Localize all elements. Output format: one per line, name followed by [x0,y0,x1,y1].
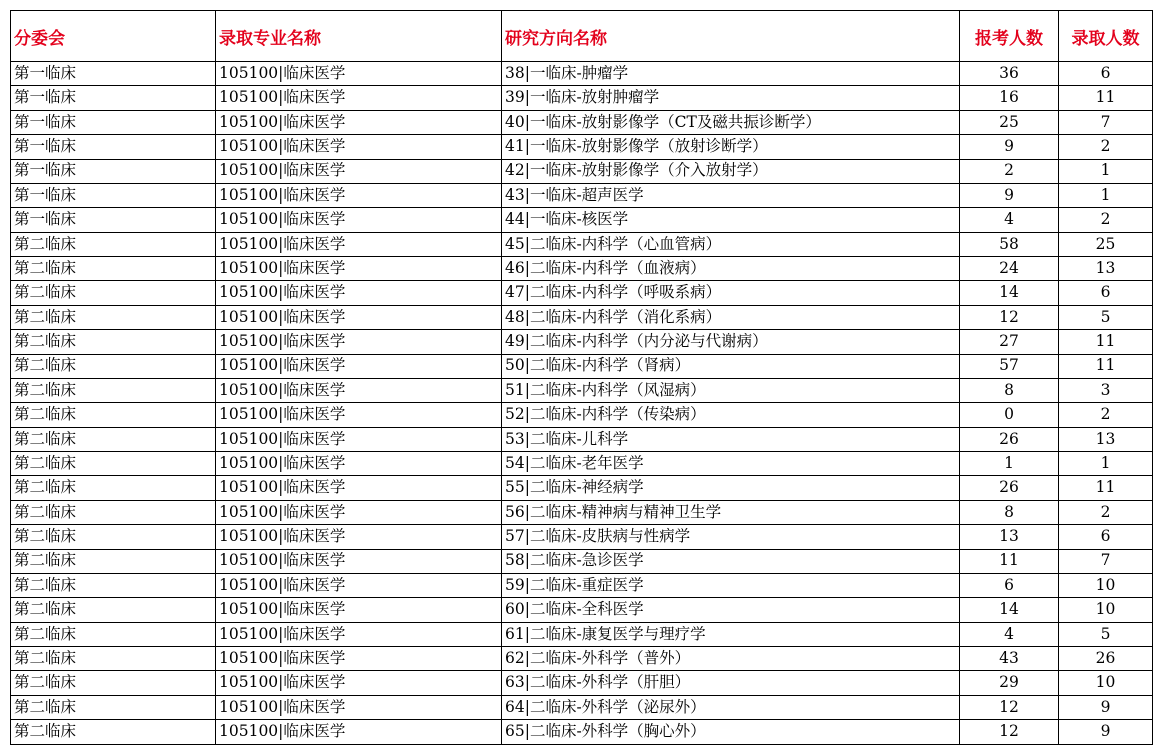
cell-major: 105100|临床医学 [216,159,502,183]
cell-direction: 42|一临床-放射影像学（介入放射学） [502,159,960,183]
cell-applicants: 4 [960,208,1059,232]
cell-committee: 第一临床 [11,62,216,86]
cell-applicants: 4 [960,622,1059,646]
cell-committee: 第二临床 [11,257,216,281]
cell-applicants: 29 [960,671,1059,695]
cell-committee: 第二临床 [11,647,216,671]
cell-admitted: 9 [1059,720,1153,744]
cell-direction: 49|二临床-内科学（内分泌与代谢病） [502,330,960,354]
cell-committee: 第一临床 [11,86,216,110]
cell-direction: 56|二临床-精神病与精神卫生学 [502,500,960,524]
cell-direction: 63|二临床-外科学（肝胆） [502,671,960,695]
cell-applicants: 8 [960,378,1059,402]
cell-committee: 第二临床 [11,695,216,719]
table-row [11,549,1153,573]
table-row [11,159,1153,183]
cell-committee: 第一临床 [11,110,216,134]
cell-major: 105100|临床医学 [216,598,502,622]
cell-major: 105100|临床医学 [216,378,502,402]
cell-applicants: 6 [960,573,1059,597]
cell-major: 105100|临床医学 [216,208,502,232]
cell-direction: 44|一临床-核医学 [502,208,960,232]
cell-applicants: 1 [960,452,1059,476]
header-applicants: 报考人数 [960,11,1059,62]
cell-direction: 61|二临床-康复医学与理疗学 [502,622,960,646]
cell-admitted: 3 [1059,378,1153,402]
cell-direction: 53|二临床-儿科学 [502,427,960,451]
table-row [11,671,1153,695]
table-row [11,281,1153,305]
cell-applicants: 26 [960,427,1059,451]
cell-direction: 55|二临床-神经病学 [502,476,960,500]
cell-direction: 39|一临床-放射肿瘤学 [502,86,960,110]
admissions-table [10,10,1153,745]
cell-admitted: 7 [1059,549,1153,573]
table-row [11,452,1153,476]
cell-direction: 40|一临床-放射影像学（CT及磁共振诊断学） [502,110,960,134]
cell-admitted: 2 [1059,500,1153,524]
cell-committee: 第二临床 [11,281,216,305]
cell-admitted: 10 [1059,573,1153,597]
cell-committee: 第二临床 [11,500,216,524]
table-row [11,305,1153,329]
table-row [11,330,1153,354]
cell-direction: 47|二临床-内科学（呼吸系病） [502,281,960,305]
cell-major: 105100|临床医学 [216,62,502,86]
table-row [11,208,1153,232]
cell-direction: 58|二临床-急诊医学 [502,549,960,573]
table-row [11,354,1153,378]
cell-major: 105100|临床医学 [216,427,502,451]
cell-major: 105100|临床医学 [216,135,502,159]
table-row [11,232,1153,256]
header-admitted: 录取人数 [1059,11,1153,62]
cell-applicants: 12 [960,305,1059,329]
cell-major: 105100|临床医学 [216,476,502,500]
cell-major: 105100|临床医学 [216,281,502,305]
cell-committee: 第二临床 [11,330,216,354]
cell-applicants: 16 [960,86,1059,110]
table-row [11,110,1153,134]
cell-applicants: 24 [960,257,1059,281]
cell-admitted: 2 [1059,208,1153,232]
cell-committee: 第二临床 [11,573,216,597]
table-body [11,62,1153,745]
cell-committee: 第二临床 [11,354,216,378]
cell-major: 105100|临床医学 [216,720,502,744]
cell-admitted: 6 [1059,62,1153,86]
cell-direction: 38|一临床-肿瘤学 [502,62,960,86]
cell-committee: 第一临床 [11,208,216,232]
cell-applicants: 11 [960,549,1059,573]
header-major: 录取专业名称 [216,11,502,62]
table-header [11,11,1153,62]
cell-admitted: 13 [1059,427,1153,451]
cell-admitted: 11 [1059,330,1153,354]
cell-applicants: 25 [960,110,1059,134]
cell-major: 105100|临床医学 [216,695,502,719]
cell-admitted: 10 [1059,671,1153,695]
cell-major: 105100|临床医学 [216,671,502,695]
table-row [11,403,1153,427]
cell-committee: 第二临床 [11,476,216,500]
table-row [11,86,1153,110]
table-row [11,622,1153,646]
cell-applicants: 14 [960,281,1059,305]
cell-admitted: 1 [1059,452,1153,476]
cell-admitted: 13 [1059,257,1153,281]
table-row [11,183,1153,207]
cell-applicants: 2 [960,159,1059,183]
cell-applicants: 9 [960,135,1059,159]
cell-admitted: 10 [1059,598,1153,622]
cell-committee: 第二临床 [11,622,216,646]
cell-admitted: 2 [1059,403,1153,427]
cell-committee: 第二临床 [11,452,216,476]
cell-admitted: 11 [1059,354,1153,378]
cell-committee: 第二临床 [11,525,216,549]
cell-major: 105100|临床医学 [216,500,502,524]
cell-applicants: 43 [960,647,1059,671]
cell-direction: 46|二临床-内科学（血液病） [502,257,960,281]
cell-committee: 第一临床 [11,135,216,159]
cell-applicants: 36 [960,62,1059,86]
cell-major: 105100|临床医学 [216,232,502,256]
cell-admitted: 25 [1059,232,1153,256]
table-row [11,573,1153,597]
cell-committee: 第二临床 [11,232,216,256]
cell-major: 105100|临床医学 [216,183,502,207]
cell-direction: 50|二临床-内科学（肾病） [502,354,960,378]
cell-direction: 41|一临床-放射影像学（放射诊断学） [502,135,960,159]
cell-committee: 第二临床 [11,378,216,402]
cell-committee: 第二临床 [11,549,216,573]
cell-admitted: 5 [1059,305,1153,329]
cell-admitted: 11 [1059,476,1153,500]
cell-committee: 第二临床 [11,720,216,744]
cell-major: 105100|临床医学 [216,354,502,378]
cell-major: 105100|临床医学 [216,305,502,329]
cell-direction: 62|二临床-外科学（普外） [502,647,960,671]
cell-major: 105100|临床医学 [216,647,502,671]
cell-admitted: 6 [1059,525,1153,549]
table-row [11,257,1153,281]
table-row [11,598,1153,622]
cell-major: 105100|临床医学 [216,622,502,646]
cell-major: 105100|临床医学 [216,525,502,549]
cell-major: 105100|临床医学 [216,452,502,476]
cell-major: 105100|临床医学 [216,573,502,597]
cell-direction: 48|二临床-内科学（消化系病） [502,305,960,329]
cell-direction: 51|二临床-内科学（风湿病） [502,378,960,402]
cell-applicants: 12 [960,695,1059,719]
table-row [11,500,1153,524]
cell-admitted: 26 [1059,647,1153,671]
cell-major: 105100|临床医学 [216,86,502,110]
cell-major: 105100|临床医学 [216,257,502,281]
header-direction: 研究方向名称 [502,11,960,62]
cell-admitted: 1 [1059,159,1153,183]
cell-admitted: 9 [1059,695,1153,719]
table-row [11,695,1153,719]
cell-applicants: 26 [960,476,1059,500]
table-row [11,378,1153,402]
cell-direction: 57|二临床-皮肤病与性病学 [502,525,960,549]
cell-applicants: 12 [960,720,1059,744]
table-row [11,427,1153,451]
header-row [11,11,1153,62]
cell-applicants: 9 [960,183,1059,207]
cell-applicants: 0 [960,403,1059,427]
header-committee: 分委会 [11,11,216,62]
cell-direction: 60|二临床-全科医学 [502,598,960,622]
cell-direction: 65|二临床-外科学（胸心外） [502,720,960,744]
cell-committee: 第二临床 [11,403,216,427]
table-row [11,476,1153,500]
cell-applicants: 57 [960,354,1059,378]
table-row [11,647,1153,671]
cell-admitted: 1 [1059,183,1153,207]
table-row [11,525,1153,549]
cell-major: 105100|临床医学 [216,403,502,427]
cell-committee: 第一临床 [11,159,216,183]
cell-direction: 43|一临床-超声医学 [502,183,960,207]
cell-applicants: 27 [960,330,1059,354]
cell-committee: 第二临床 [11,671,216,695]
cell-direction: 64|二临床-外科学（泌尿外） [502,695,960,719]
cell-applicants: 58 [960,232,1059,256]
table-row [11,135,1153,159]
cell-major: 105100|临床医学 [216,549,502,573]
cell-admitted: 7 [1059,110,1153,134]
table-row [11,720,1153,744]
cell-applicants: 13 [960,525,1059,549]
cell-major: 105100|临床医学 [216,330,502,354]
cell-applicants: 14 [960,598,1059,622]
cell-admitted: 2 [1059,135,1153,159]
cell-committee: 第二临床 [11,427,216,451]
cell-admitted: 11 [1059,86,1153,110]
table-row [11,62,1153,86]
cell-direction: 52|二临床-内科学（传染病） [502,403,960,427]
cell-direction: 59|二临床-重症医学 [502,573,960,597]
cell-committee: 第二临床 [11,598,216,622]
cell-direction: 45|二临床-内科学（心血管病） [502,232,960,256]
cell-admitted: 6 [1059,281,1153,305]
cell-applicants: 8 [960,500,1059,524]
cell-committee: 第一临床 [11,183,216,207]
cell-direction: 54|二临床-老年医学 [502,452,960,476]
cell-major: 105100|临床医学 [216,110,502,134]
cell-committee: 第二临床 [11,305,216,329]
cell-admitted: 5 [1059,622,1153,646]
